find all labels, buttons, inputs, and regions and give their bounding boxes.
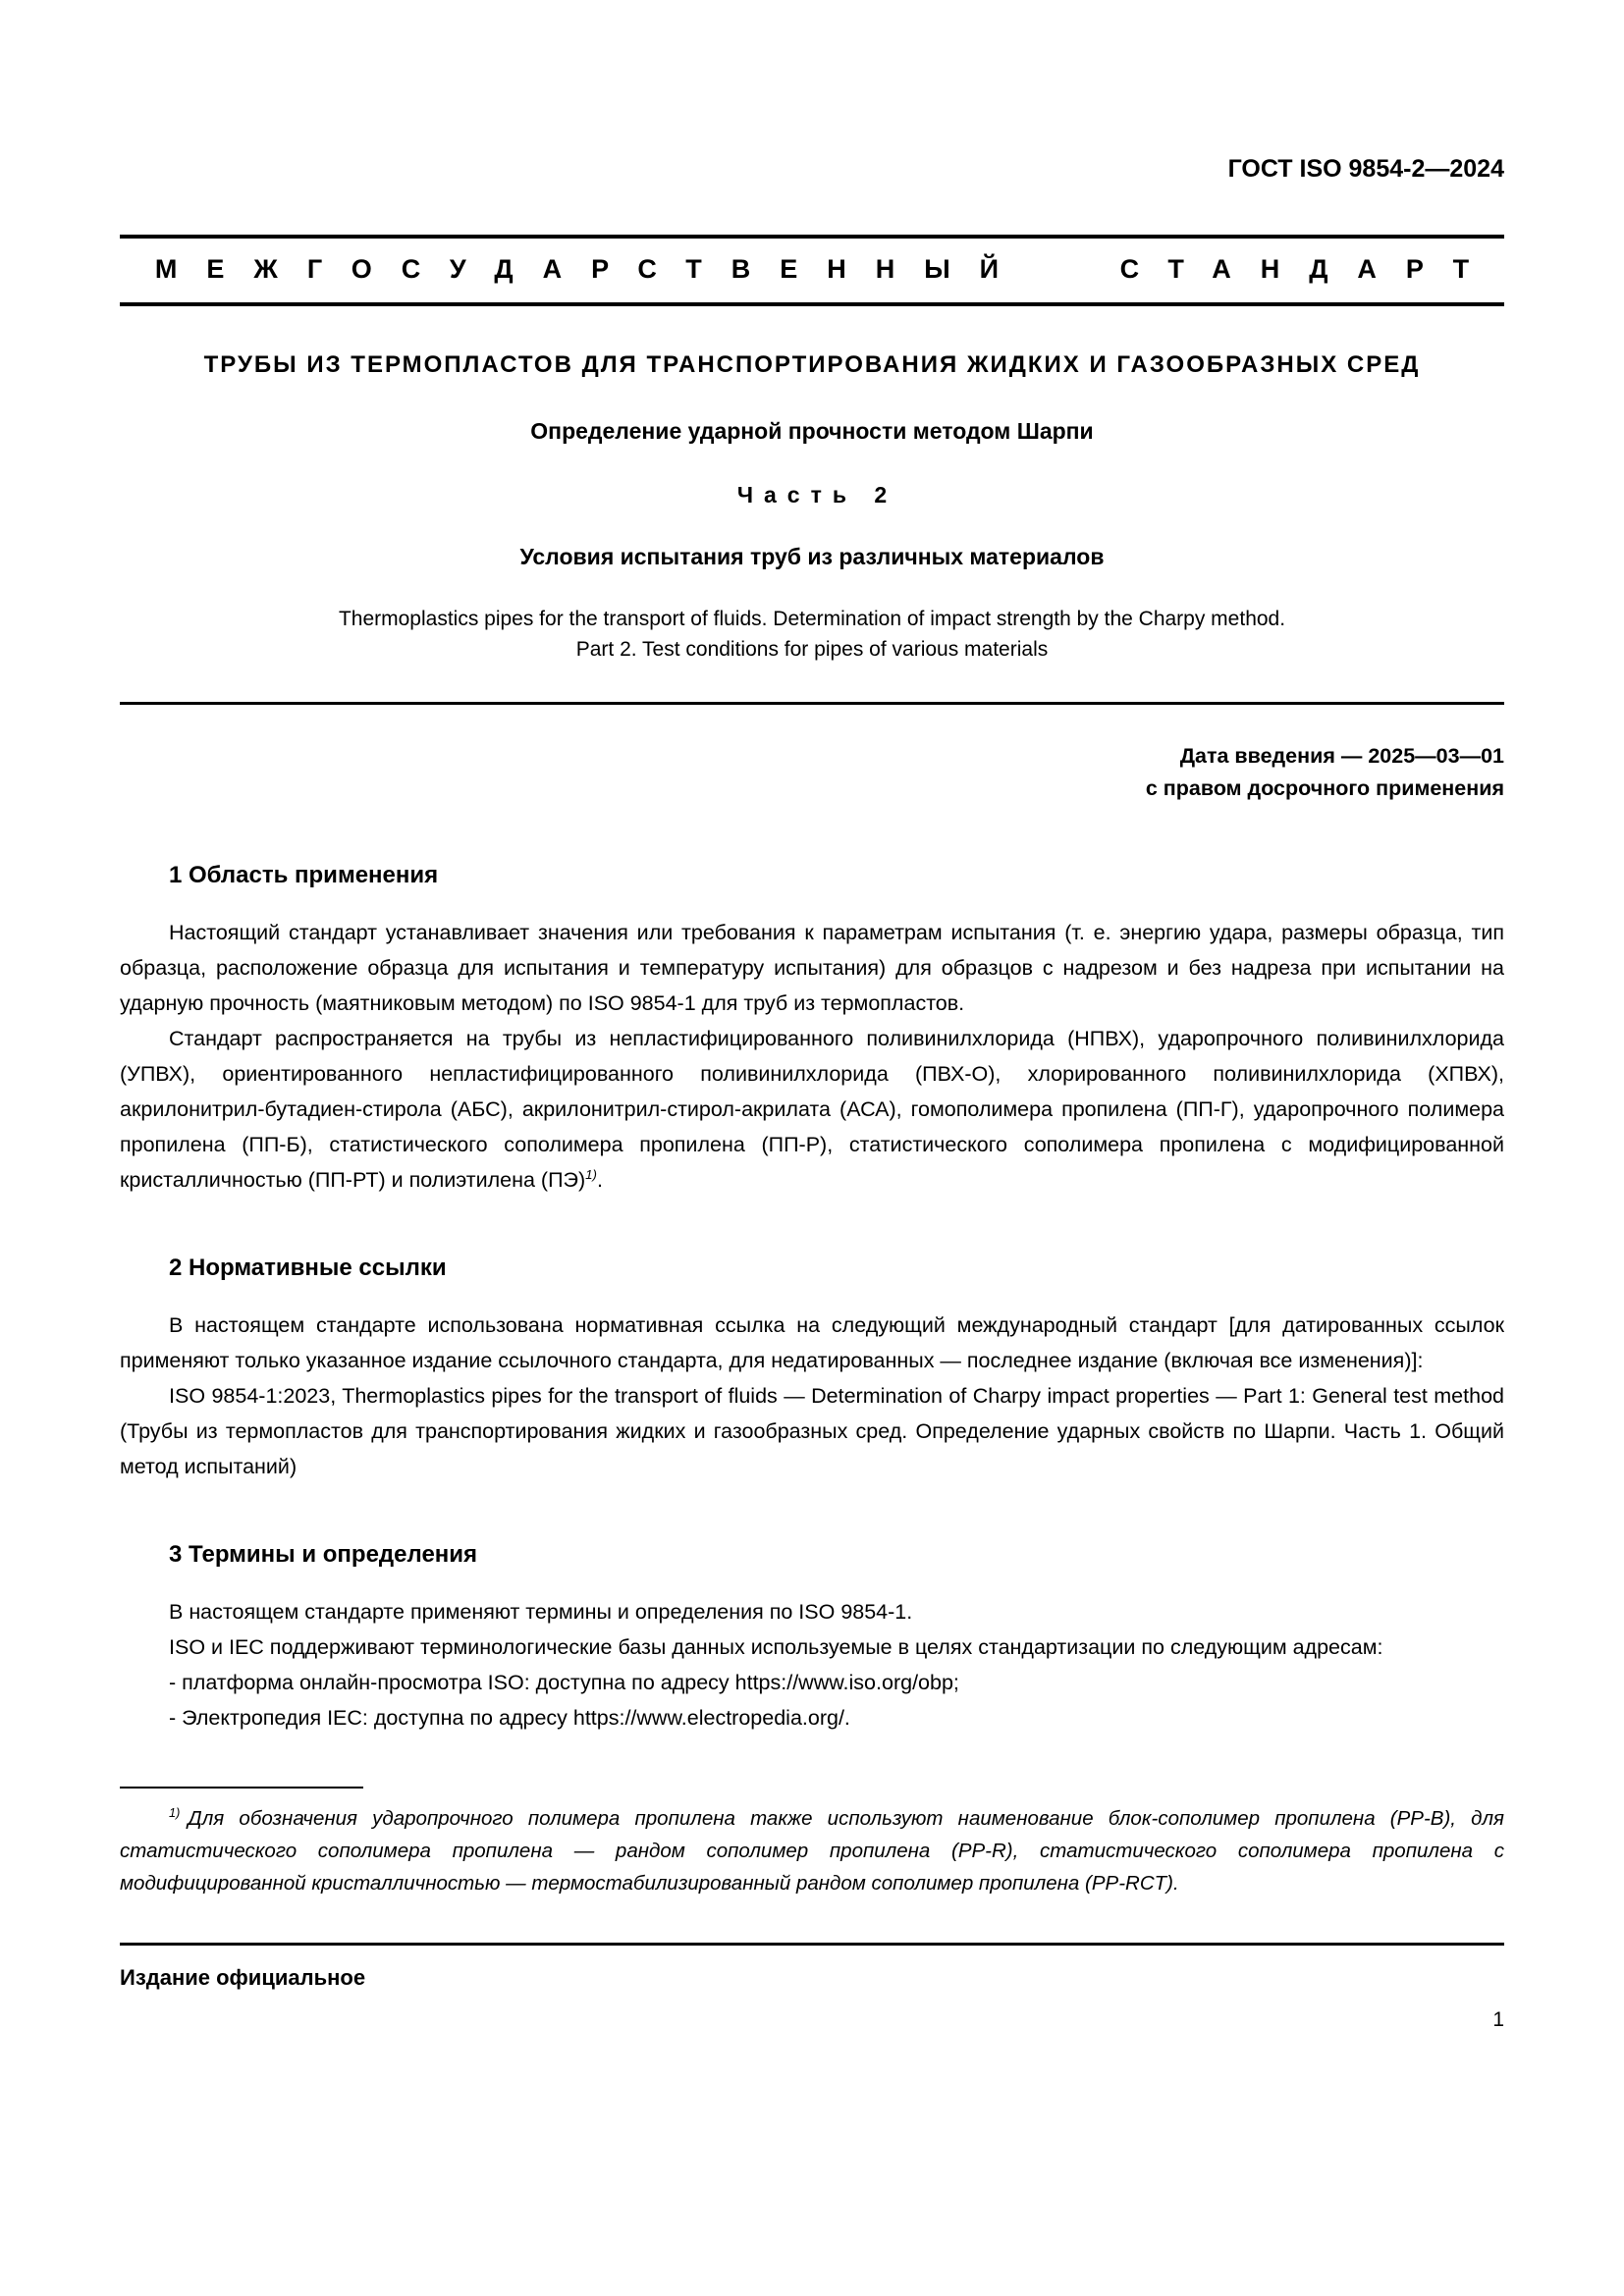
title-english-line2: Part 2. Test conditions for pipes of various materials <box>575 638 1049 661</box>
section-1-heading: 1 Область применения <box>169 862 439 888</box>
intro-divider <box>120 702 1504 705</box>
section-3-list-item-iec: - Электропедия IEC: доступна по адресу https://www.electropedia.org/. <box>169 1706 850 1730</box>
section-2-paragraph-1: В настоящем стандарте использована нормативная ссылка на следующий международный стандарт [для датированных ссылок применяют только указанное издание ссылочного стандарта, для недатированных — последнее издание (включая все изменения)]: <box>120 1313 1504 1372</box>
page-number: 1 <box>1492 2008 1504 2031</box>
section-3-heading: 3 Термины и определения <box>169 1541 478 1568</box>
section-3-paragraph-1: В настоящем стандарте применяют термины и определения по ISO 9854-1. <box>169 1600 913 1624</box>
footnote-divider <box>120 1787 363 1789</box>
footer-divider <box>120 1943 1504 1946</box>
section-2-paragraph-2: ISO 9854-1:2023, Thermoplastics pipes for the transport of fluids — Determination of Charpy impact properties — Part 1: General test method (Трубы из термопластов для транспортирования жидких и газообразных сред. Определение ударных свойств по Шарпи. Часть 1. Общий метод испытаний) <box>120 1384 1504 1478</box>
section-1-paragraph-1: Настоящий стандарт устанавливает значения или требования к параметрам испытания (т. е. энергию удара, размеры образца, тип образца, расположение образца для испытания и температуру испытания) для образцов с надрезом и без надреза при испытании на ударную прочность (маятниковым методом) по ISO 9854-1 для труб из термопластов. <box>120 921 1504 1015</box>
section-1-paragraph-2-tail: . <box>597 1168 603 1192</box>
page-footer <box>120 1943 1504 2032</box>
doc-subtitle: Определение ударной прочности методом Шарпи <box>530 418 1094 444</box>
doc-title: ТРУБЫ ИЗ ТЕРМОПЛАСТОВ ДЛЯ ТРАНСПОРТИРОВАНИЯ ЖИДКИХ И ГАЗООБРАЗНЫХ СРЕД <box>203 351 1421 378</box>
footnote-body: Для обозначения ударопрочного полимера пропилена также используют наименование блок-сополимер пропилена (PP-B), для статистического сополимера пропилена — рандом сополимер пропилена (PP-R), статистического сополимера пропилена с модифицированной кристалличностью — термостабилизированный рандом сополимер пропилена (PP-RCT). <box>120 1807 1504 1895</box>
section-1-paragraph-2 <box>120 1021 1504 1198</box>
title-english-line1: Thermoplastics pipes for the transport of fluids. Determination of impact strength by the Charpy method. <box>338 608 1286 630</box>
band-bottom-rule <box>120 302 1504 306</box>
section-3-list-item-iso: - платформа онлайн-просмотра ISO: доступна по адресу https://www.iso.org/obp; <box>169 1671 959 1694</box>
edition-label: Издание официальное <box>120 1965 366 1990</box>
effective-date: Дата введения — 2025—03—01 <box>1179 744 1504 768</box>
effective-note: с правом досрочного применения <box>1145 776 1504 800</box>
footnote-block <box>120 1787 1504 1899</box>
part-label: Часть 2 <box>736 482 898 507</box>
footnote-number-superscript: 1) <box>169 1805 181 1821</box>
section-3-paragraph-2: ISO и IEC поддерживают терминологические базы данных используемые в целях стандартизации по следующим адресам: <box>169 1635 1383 1659</box>
part-title: Условия испытания труб из различных материалов <box>519 544 1105 569</box>
section-1-paragraph-2-text: Стандарт распространяется на трубы из непластифицированного поливинилхлорида (НПВХ), ударопрочного поливинилхлорида (УПВХ), ориентированного непластифицированного поливинилхлорида (ПВХ-О), хлорированного поливинилхлорида (ХПВХ), акрилонитрил-бутадиен-стирола (АБС), акрилонитрил-стирол-акрилата (АСА), гомополимера пропилена (ПП-Г), ударопрочного полимера пропилена (ПП-Б), статистического сополимера пропилена (ПП-Р), статистического сополимера пропилена с модифицированной кристалличностью (ПП-РТ) и полиэтилена (ПЭ) <box>120 1027 1504 1192</box>
footnote-text <box>120 1802 1504 1899</box>
footnote-reference-superscript: 1) <box>585 1166 597 1182</box>
effective-date-block <box>120 740 1504 805</box>
doc-code: ГОСТ ISO 9854-2—2024 <box>1227 155 1504 183</box>
section-2-heading: 2 Нормативные ссылки <box>169 1255 447 1281</box>
title-english <box>120 604 1504 665</box>
standard-kind-label: МЕЖГОСУДАРСТВЕННЫЙ СТАНДАРТ <box>154 254 1499 284</box>
standard-kind-band <box>120 235 1504 306</box>
